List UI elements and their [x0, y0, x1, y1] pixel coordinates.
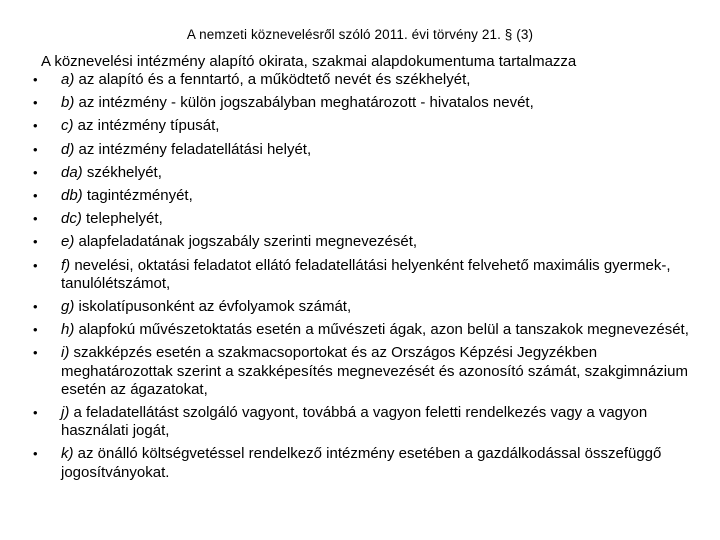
- item-label: g): [61, 298, 75, 316]
- item-text: szakképzés esetén a szakmacsoportokat és az Országos Képzési Jegyzékben meghatározottak szerint a szakképesítés megnevezését és azonosító számát, szakgimnázium esetén az ágazatokat,: [61, 344, 688, 398]
- list-item: [0, 233, 720, 251]
- bullet-icon: •: [33, 405, 38, 421]
- bullet-icon: •: [33, 72, 38, 87]
- item-text: székhelyét,: [82, 163, 162, 181]
- bullet-icon: •: [33, 95, 38, 111]
- item-text: az önálló költségvetéssel rendelkező intézmény esetében a gazdálkodással összefüggő jogosítványokat.: [61, 445, 662, 481]
- item-text: az intézmény - külön jogszabályban meghatározott - hivatalos nevét,: [74, 94, 534, 112]
- item-text: alapfeladatának jogszabály szerinti megnevezését,: [74, 233, 418, 251]
- list-item: [0, 71, 720, 89]
- bullet-icon: •: [33, 234, 38, 250]
- item-label: h): [61, 321, 75, 339]
- list-item: [0, 404, 720, 440]
- list-item: [0, 298, 720, 316]
- list-item: [0, 187, 720, 205]
- bullet-icon: •: [33, 322, 38, 338]
- item-label: da): [61, 163, 83, 181]
- bullet-icon: •: [33, 141, 38, 157]
- list-item: [0, 164, 720, 182]
- item-label: i): [61, 344, 70, 362]
- item-text: tagintézményét,: [82, 187, 193, 205]
- item-label: dc): [61, 210, 82, 228]
- item-label: f): [61, 256, 71, 274]
- item-label: c): [61, 117, 74, 135]
- item-label: d): [61, 140, 75, 158]
- list-item: [0, 210, 720, 228]
- list-item: [0, 257, 720, 293]
- item-text: nevelési, oktatási feladatot ellátó feladatellátási helyenként felvehető maximális gyermek-, tanulólétszámot,: [61, 256, 671, 292]
- bullet-icon: •: [33, 257, 38, 273]
- document-title: A nemzeti köznevelésről szóló 2011. évi törvény 21. § (3): [186, 27, 534, 42]
- item-text: telephelyét,: [81, 210, 163, 228]
- list-item: [0, 344, 720, 399]
- item-text: a feladatellátást szolgáló vagyont, továbbá a vagyon feletti rendelkezés vagy a vagyon használati jogát,: [61, 404, 648, 440]
- bullet-icon: •: [33, 164, 38, 180]
- bullet-icon: •: [33, 188, 38, 204]
- item-label: db): [61, 187, 83, 205]
- list-item: [0, 321, 720, 339]
- bullet-icon: •: [33, 211, 38, 227]
- item-label: e): [61, 233, 75, 251]
- bullet-icon: •: [33, 118, 38, 134]
- item-text: az intézmény típusát,: [73, 117, 220, 135]
- list-item: [0, 445, 720, 481]
- item-text: az intézmény feladatellátási helyét,: [74, 140, 312, 158]
- list-item: [0, 117, 720, 135]
- item-label: k): [61, 445, 74, 463]
- list-item: [0, 94, 720, 112]
- bullet-icon: •: [33, 299, 38, 315]
- provision-list: [0, 71, 720, 487]
- bullet-icon: •: [33, 345, 38, 361]
- item-text: iskolatípusonként az évfolyamok számát,: [74, 298, 352, 316]
- bullet-icon: •: [33, 446, 38, 462]
- item-label: b): [61, 94, 75, 112]
- item-label: j): [61, 404, 70, 422]
- item-label: a): [61, 71, 75, 88]
- intro-text: A köznevelési intézmény alapító okirata, szakmai alapdokumentuma tartalmazza: [41, 53, 577, 70]
- list-item: [0, 141, 720, 159]
- item-text: alapfokú művészetoktatás esetén a művészeti ágak, azon belül a tanszakok megnevezését,: [74, 321, 689, 339]
- item-text: az alapító és a fenntartó, a működtető nevét és székhelyét,: [74, 71, 471, 88]
